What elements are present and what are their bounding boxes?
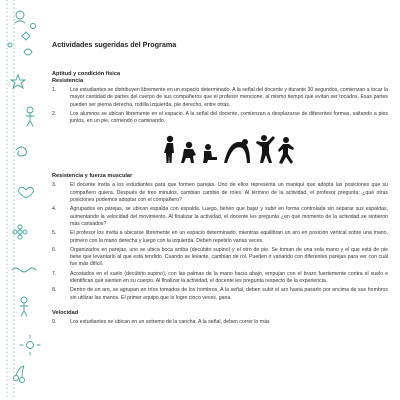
item-number: 7. <box>52 270 57 277</box>
item-text: Dentro de un aro, se agrupan en tríos tomados de los hombros. A la señal, deben subir el aro hasta pasarlo por encima de sus hombros sin utilizar las manos. El primer equipo que lo logre cinco veces, gana. <box>70 287 388 301</box>
item-text: El docente invita a los estudiantes para que formen parejas. Uno de ellos representa un maniquí que adopta las posiciones que su compañero quiera. Después de tres minutos, cambian cambio de roles. Al término de la actividad, el profesor pregunta: ¿qué otras posiciones podemos adoptar con el compañero? <box>70 182 388 204</box>
item-text: Los estudiantes se distribuyen libremente en un espacio determinado. A la señal del docente y durante 30 segundos, comienzan a tocar la mayor cantidad de partes del cuerpo de sus compañeros que el profesor mencione, al mismo tiempo que evitan ser tocados. Esas partes pueden ser pierna derecha, rodilla izquierda, pie derecho, entre otras. <box>70 87 388 108</box>
item-number: 8. <box>52 287 57 294</box>
group-heading-resistencia: Resistencia <box>52 78 84 84</box>
list-item <box>52 230 388 245</box>
item-text: Agrupados en parejas, se ubican espalda con espalda. Luego, tienen que bajar y subir en forma controlada sin separar sus espaldas, aumentando la velocidad del movimiento. Al finalizar la actividad, el docente les pregunta ¿en qué momento de la actividad se sintieron más cansados? <box>70 206 388 227</box>
item-number: 1. <box>52 87 57 93</box>
list-item <box>52 182 388 204</box>
group-heading-resistencia-fuerza: Resistencia y fuerza muscular <box>52 173 133 180</box>
list-item <box>52 206 388 228</box>
page-title: Actividades sugeridas del Programa <box>52 40 177 49</box>
illustration <box>52 129 388 169</box>
list-item <box>52 87 388 109</box>
list-item <box>52 287 388 302</box>
section-heading: Aptitud y condición física <box>52 71 121 77</box>
item-number: 2. <box>52 110 57 117</box>
item-text: Acostados en el suelo (decúbito supino), con las palmas de la mano hacia abajo, empujan con el brazo fuertemente contra el suelo e identifican qué sienten en su cuerpo. Al finalizar la actividad, el docente les pregunta respecto de la experiencia. <box>70 270 388 285</box>
item-number: 6. <box>52 246 57 253</box>
childrens-doodles-border-icon <box>0 0 44 400</box>
item-number: 5. <box>52 230 57 237</box>
children-exercising-silhouettes-icon <box>162 129 302 169</box>
list-item <box>52 111 388 126</box>
group-heading-velocidad: Velocidad <box>52 309 79 316</box>
item-text: Organizados en parejas, uno se ubica boca arriba (decúbito supino) y el otro de pie. Se toman de una sola mano y el que está de pie tiene que levantarlo al que está tendido. Cuando se levante, cambian de rol. Pueden ir variando con diferentes parejas para ver con cuál fue más difícil. <box>70 246 388 268</box>
item-text: Los estudiantes se ubican en un extremo de la cancha. A la señal, deben correr lo más <box>70 318 270 325</box>
list-item <box>52 319 388 326</box>
document-content <box>52 40 388 328</box>
list-item <box>52 247 388 269</box>
item-number: 4. <box>52 206 57 213</box>
list-item <box>52 271 388 286</box>
item-number: 3. <box>52 182 57 189</box>
item-text: Los alumnos se ubican libremente en el espacio. A la señal del docente, comienzan a desplazarse de diferentes formas, saltando a pies juntos, en un pie, corriendo o caminando. <box>70 110 388 125</box>
item-text: El profesor los invita a ubicarse libremente en un espacio determinado, mientras equilibran un aro en posición vertical sobre una mano, primero con la mano derecha y luego con la izquierda. Deben repetirlo varias veces. <box>70 230 388 244</box>
item-number: 9. <box>52 318 57 325</box>
